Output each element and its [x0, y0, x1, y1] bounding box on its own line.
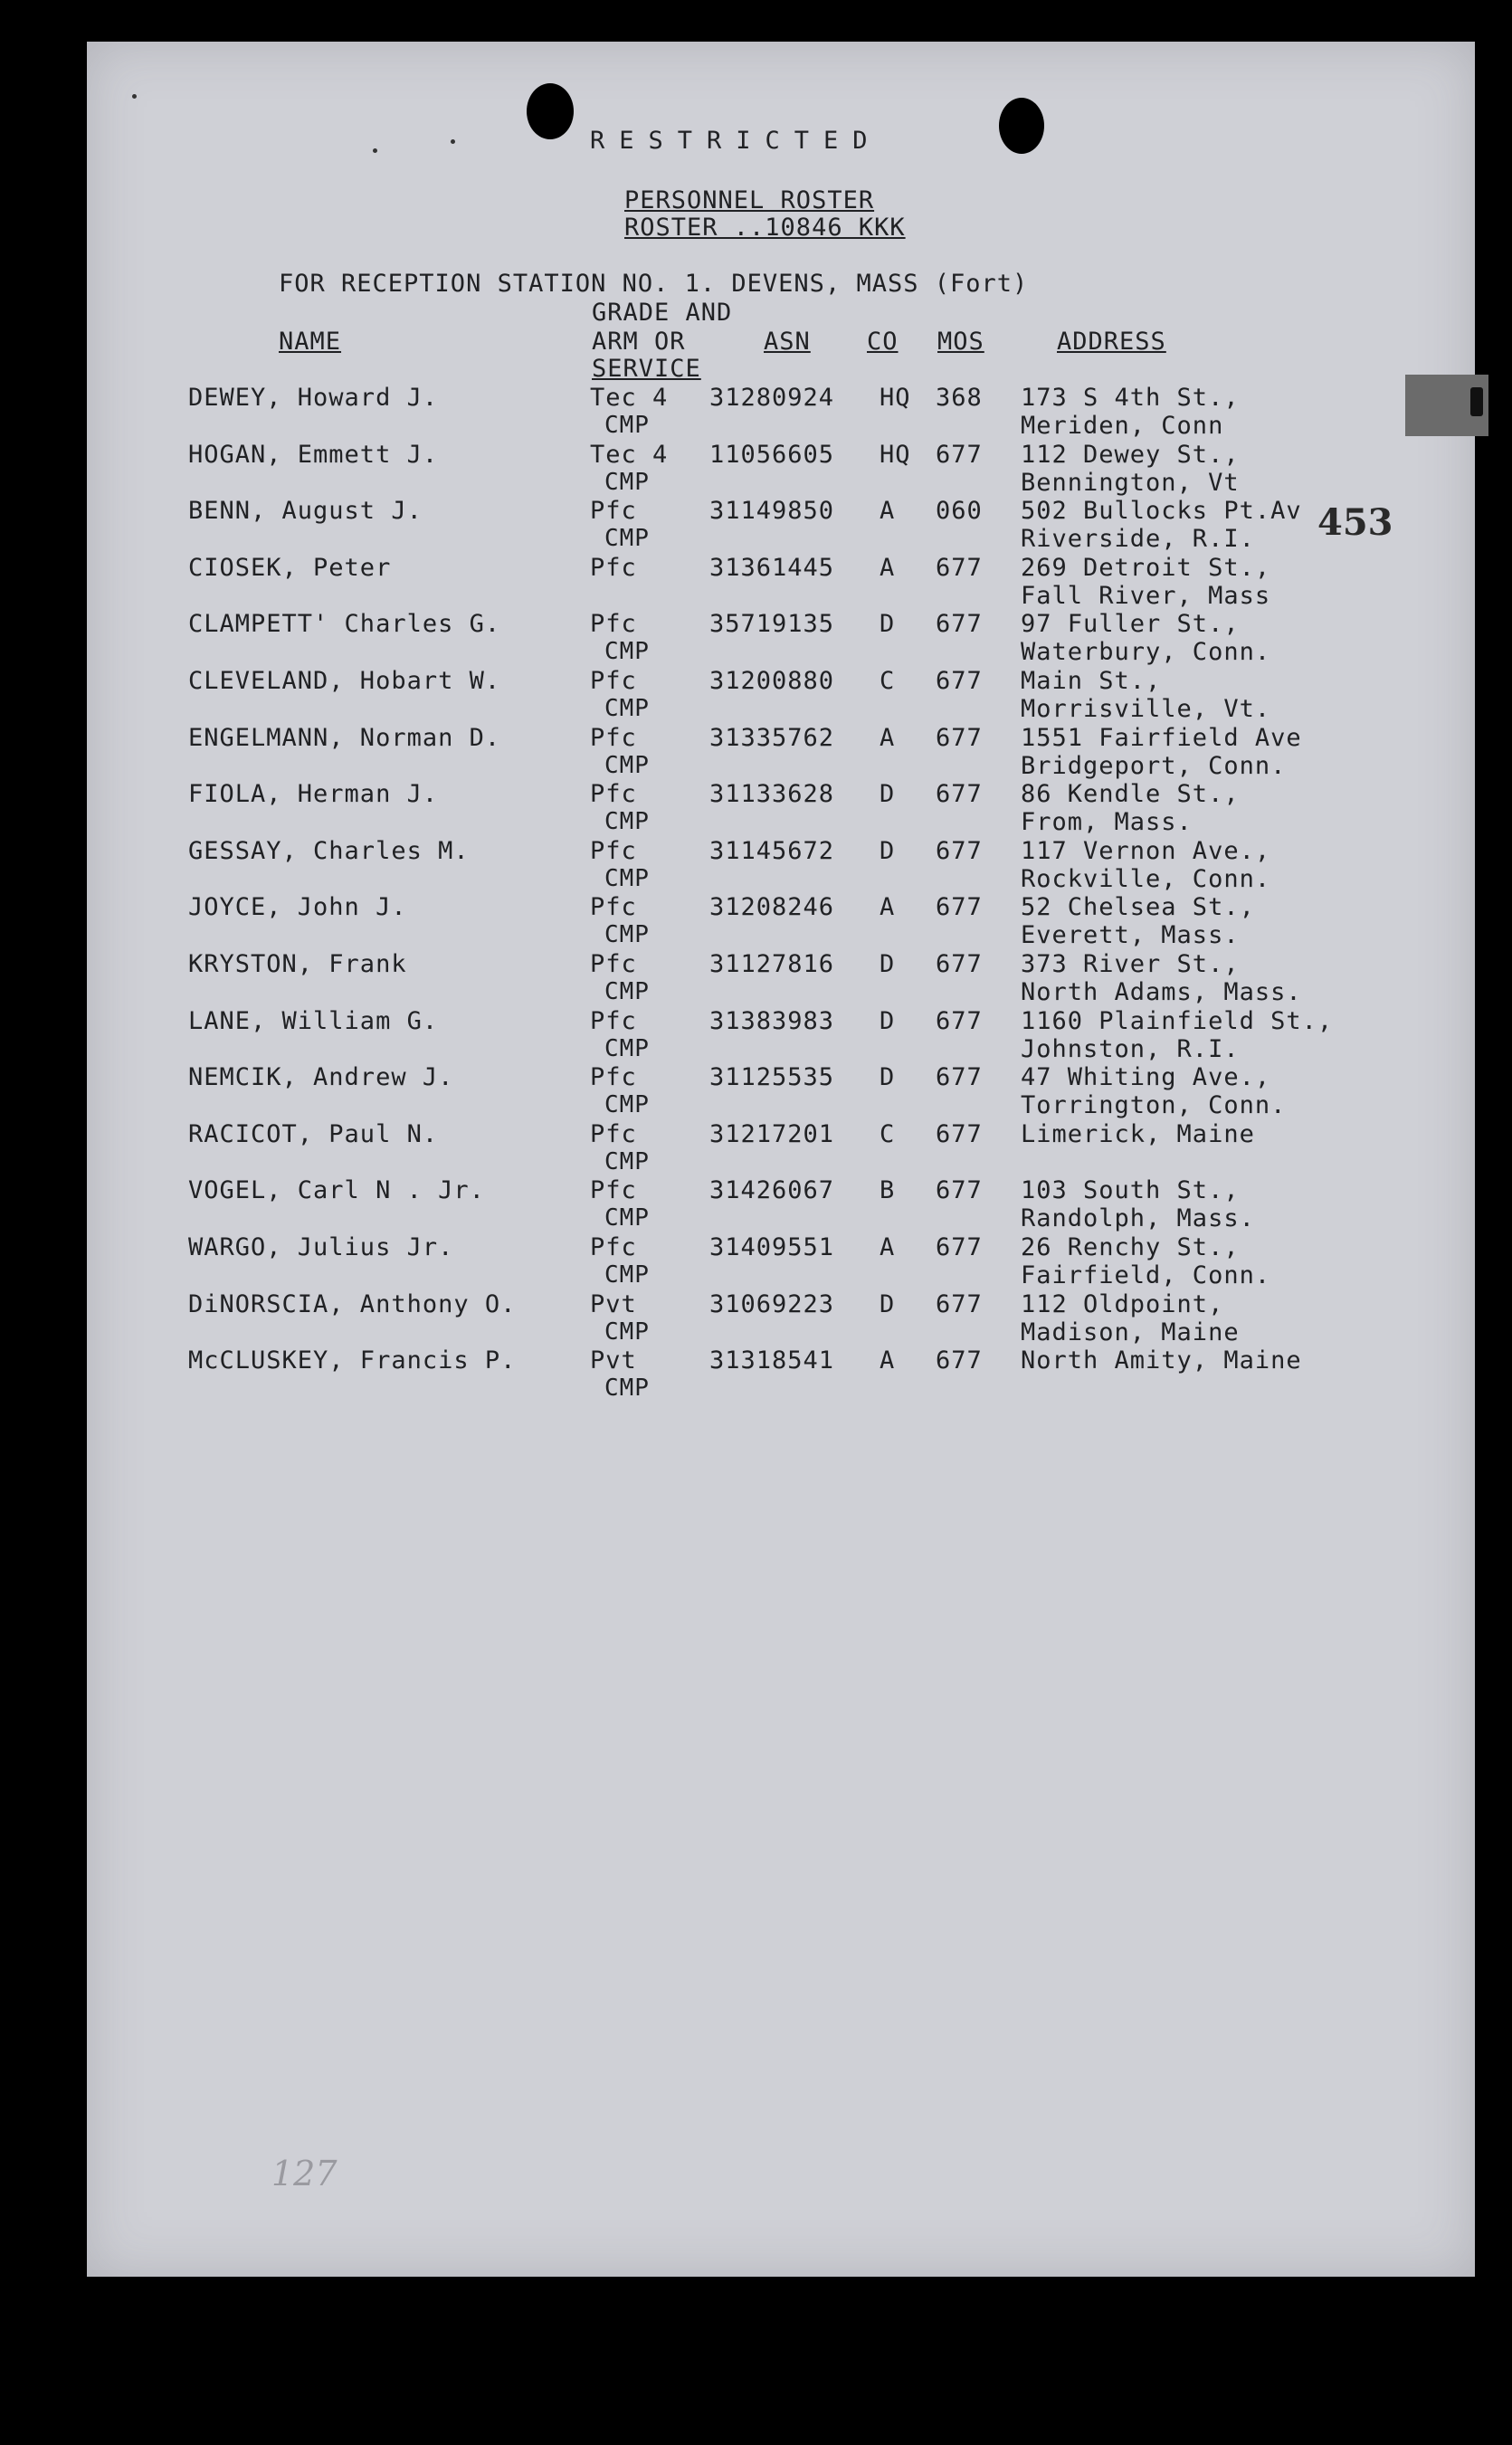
row-co: A [880, 497, 896, 525]
row-address-1: 47 Whiting Ave., [1021, 1063, 1271, 1091]
row-asn: 31361445 [709, 554, 835, 582]
col-name: NAME [279, 328, 342, 356]
row-co: D [880, 1063, 896, 1091]
row-address-2: Morrisville, Vt. [1021, 695, 1271, 723]
row-address-1: Main St., [1021, 667, 1162, 695]
row-address-1: 1551 Fairfield Ave [1021, 724, 1302, 752]
row-mos: 368 [936, 384, 983, 412]
row-asn: 31383983 [709, 1007, 835, 1035]
row-mos: 677 [936, 780, 983, 808]
row-address-1: 112 Oldpoint, [1021, 1290, 1224, 1318]
row-address-1: 1160 Plainfield St., [1021, 1007, 1334, 1035]
row-arm: CMP [604, 638, 650, 665]
row-mos: 677 [936, 1233, 983, 1261]
col-mos: MOS [937, 328, 984, 356]
row-grade: Pfc [590, 1176, 637, 1204]
row-address-2: North Adams, Mass. [1021, 978, 1302, 1006]
row-asn: 31217201 [709, 1120, 835, 1148]
row-asn: 11056605 [709, 441, 835, 469]
roster-number: ROSTER ..10846 KKK [624, 214, 906, 242]
row-co: D [880, 1007, 896, 1035]
row-arm: CMP [604, 412, 650, 439]
row-name: CLAMPETT' Charles G. [188, 610, 501, 638]
col-co: CO [867, 328, 899, 356]
row-address-1: 117 Vernon Ave., [1021, 837, 1271, 865]
row-arm: CMP [604, 1318, 650, 1346]
row-mos: 677 [936, 1120, 983, 1148]
classification-label: RESTRICTED [590, 127, 882, 155]
row-mos: 677 [936, 1346, 983, 1375]
row-address-2: Meriden, Conn [1021, 412, 1224, 440]
row-name: NEMCIK, Andrew J. [188, 1063, 454, 1091]
row-name: VOGEL, Carl N . Jr. [188, 1176, 485, 1204]
row-address-2: Fairfield, Conn. [1021, 1261, 1271, 1289]
row-mos: 677 [936, 724, 983, 752]
col-grade-1: GRADE AND [592, 299, 733, 327]
row-name: DEWEY, Howard J. [188, 384, 439, 412]
row-arm: CMP [604, 469, 650, 496]
row-asn: 31069223 [709, 1290, 835, 1318]
row-arm: CMP [604, 865, 650, 892]
row-mos: 677 [936, 1063, 983, 1091]
row-grade: Pvt [590, 1346, 637, 1375]
row-arm: CMP [604, 1261, 650, 1289]
row-address-1: 86 Kendle St., [1021, 780, 1240, 808]
row-asn: 31145672 [709, 837, 835, 865]
row-address-2: Torrington, Conn. [1021, 1091, 1287, 1119]
row-name: BENN, August J. [188, 497, 423, 525]
page-stamp-number: 453 [1317, 501, 1393, 544]
row-address-1: 52 Chelsea St., [1021, 893, 1255, 921]
row-name: LANE, William G. [188, 1007, 439, 1035]
row-arm: CMP [604, 1148, 650, 1175]
row-arm: CMP [604, 752, 650, 779]
row-name: HOGAN, Emmett J. [188, 441, 439, 469]
row-name: JOYCE, John J. [188, 893, 407, 921]
row-name: WARGO, Julius Jr. [188, 1233, 454, 1261]
row-address-2: Bennington, Vt [1021, 469, 1240, 497]
row-name: DiNORSCIA, Anthony O. [188, 1290, 517, 1318]
row-mos: 677 [936, 837, 983, 865]
row-mos: 677 [936, 554, 983, 582]
row-arm: CMP [604, 921, 650, 948]
row-co: A [880, 554, 896, 582]
row-address-2: Fall River, Mass [1021, 582, 1271, 610]
row-grade: Pfc [590, 1233, 637, 1261]
row-co: D [880, 1290, 896, 1318]
row-mos: 677 [936, 1176, 983, 1204]
row-address-2: Rockville, Conn. [1021, 865, 1271, 893]
row-co: HQ [880, 384, 911, 412]
row-mos: 060 [936, 497, 983, 525]
row-grade: Pfc [590, 1120, 637, 1148]
row-name: ENGELMANN, Norman D. [188, 724, 501, 752]
row-name: CLEVELAND, Hobart W. [188, 667, 501, 695]
row-arm: CMP [604, 1035, 650, 1062]
row-co: A [880, 1346, 896, 1375]
row-address-1: 112 Dewey St., [1021, 441, 1240, 469]
row-grade: Pfc [590, 724, 637, 752]
row-arm: CMP [604, 1375, 650, 1402]
row-grade: Pfc [590, 780, 637, 808]
row-grade: Pfc [590, 893, 637, 921]
row-arm: CMP [604, 1091, 650, 1118]
row-asn: 31280924 [709, 384, 835, 412]
row-name: KRYSTON, Frank [188, 950, 407, 978]
row-co: D [880, 837, 896, 865]
row-address-2: Everett, Mass. [1021, 921, 1240, 949]
row-address-1: 502 Bullocks Pt.Av [1021, 497, 1302, 525]
col-grade-3: SERVICE [592, 355, 701, 383]
row-arm: CMP [604, 978, 650, 1005]
row-mos: 677 [936, 667, 983, 695]
row-co: D [880, 610, 896, 638]
row-co: A [880, 1233, 896, 1261]
index-tab [1405, 375, 1488, 436]
row-mos: 677 [936, 950, 983, 978]
row-address-2: Madison, Maine [1021, 1318, 1240, 1346]
row-asn: 31133628 [709, 780, 835, 808]
row-address-1: 173 S 4th St., [1021, 384, 1240, 412]
row-arm: CMP [604, 1204, 650, 1232]
row-asn: 31200880 [709, 667, 835, 695]
row-mos: 677 [936, 893, 983, 921]
row-grade: Pvt [590, 1290, 637, 1318]
row-asn: 31318541 [709, 1346, 835, 1375]
row-asn: 31208246 [709, 893, 835, 921]
row-address-1: 97 Fuller St., [1021, 610, 1240, 638]
row-grade: Pfc [590, 837, 637, 865]
row-asn: 31426067 [709, 1176, 835, 1204]
row-co: D [880, 780, 896, 808]
row-name: CIOSEK, Peter [188, 554, 392, 582]
row-grade: Pfc [590, 1007, 637, 1035]
row-asn: 31335762 [709, 724, 835, 752]
row-mos: 677 [936, 441, 983, 469]
row-grade: Tec 4 [590, 441, 669, 469]
footer-faint-number: 127 [271, 2154, 338, 2193]
row-asn: 31149850 [709, 497, 835, 525]
row-address-1: Limerick, Maine [1021, 1120, 1255, 1148]
row-mos: 677 [936, 610, 983, 638]
row-address-2: Waterbury, Conn. [1021, 638, 1271, 666]
station-line: FOR RECEPTION STATION NO. 1. DEVENS, MASS (Fort) [279, 270, 1029, 298]
row-mos: 677 [936, 1007, 983, 1035]
document-page [87, 42, 1475, 2277]
row-address-1: 269 Detroit St., [1021, 554, 1271, 582]
row-asn: 31125535 [709, 1063, 835, 1091]
row-co: HQ [880, 441, 911, 469]
punch-hole-right [999, 98, 1044, 154]
row-name: RACICOT, Paul N. [188, 1120, 439, 1148]
row-address-1: 373 River St., [1021, 950, 1240, 978]
row-address-2: Bridgeport, Conn. [1021, 752, 1287, 780]
row-grade: Tec 4 [590, 384, 669, 412]
row-arm: CMP [604, 808, 650, 835]
row-co: A [880, 893, 896, 921]
col-asn: ASN [764, 328, 811, 356]
row-grade: Pfc [590, 554, 637, 582]
row-address-1: 103 South St., [1021, 1176, 1240, 1204]
col-grade-2: ARM OR [592, 328, 686, 356]
row-asn: 35719135 [709, 610, 835, 638]
row-grade: Pfc [590, 1063, 637, 1091]
row-arm: CMP [604, 525, 650, 552]
row-address-1: North Amity, Maine [1021, 1346, 1302, 1375]
col-address: ADDRESS [1057, 328, 1166, 356]
row-address-2: Riverside, R.I. [1021, 525, 1255, 553]
row-co: B [880, 1176, 896, 1204]
row-co: D [880, 950, 896, 978]
row-asn: 31409551 [709, 1233, 835, 1261]
row-asn: 31127816 [709, 950, 835, 978]
row-co: C [880, 667, 896, 695]
punch-hole-left [527, 83, 574, 139]
roster-title: PERSONNEL ROSTER [624, 186, 875, 214]
row-co: A [880, 724, 896, 752]
row-mos: 677 [936, 1290, 983, 1318]
row-arm: CMP [604, 695, 650, 722]
row-name: FIOLA, Herman J. [188, 780, 439, 808]
row-name: McCLUSKEY, Francis P. [188, 1346, 517, 1375]
row-grade: Pfc [590, 667, 637, 695]
row-grade: Pfc [590, 610, 637, 638]
row-co: C [880, 1120, 896, 1148]
row-name: GESSAY, Charles M. [188, 837, 470, 865]
row-address-2: Johnston, R.I. [1021, 1035, 1240, 1063]
row-grade: Pfc [590, 497, 637, 525]
row-address-2: Randolph, Mass. [1021, 1204, 1255, 1232]
row-address-2: From, Mass. [1021, 808, 1193, 836]
row-grade: Pfc [590, 950, 637, 978]
row-address-1: 26 Renchy St., [1021, 1233, 1240, 1261]
